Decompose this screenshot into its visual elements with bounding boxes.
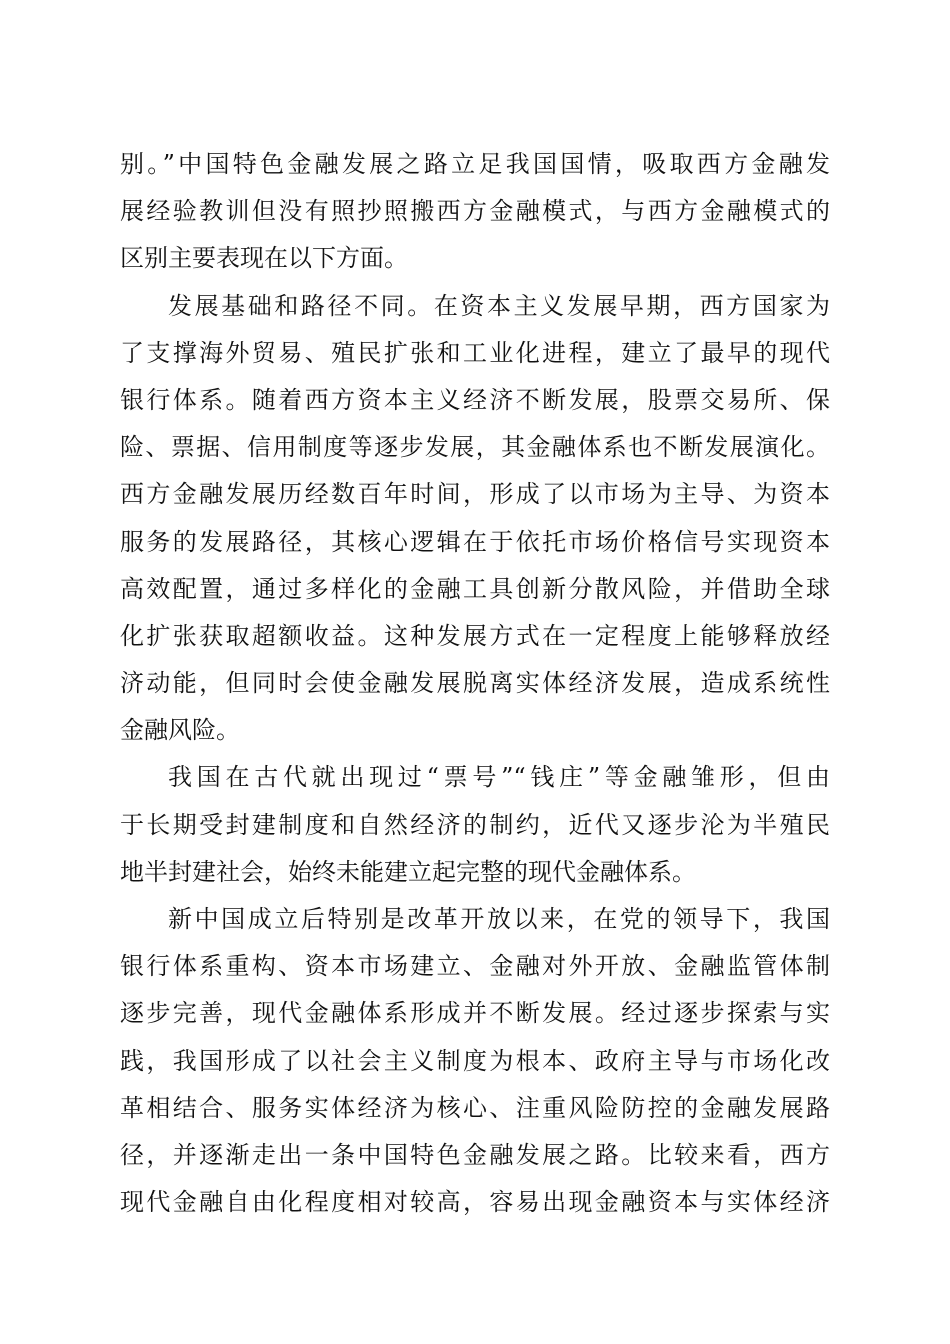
text-line-3: 区别主要表现在以下方面。 (120, 244, 408, 273)
text-line-5: 了支撑海外贸易、殖民扩张和工业化进程，建立了最早的现代 (120, 338, 830, 367)
body-text (120, 141, 830, 1226)
text-line-19: 逐步完善，现代金融体系形成并不断发展。经过逐步探索与实 (120, 999, 830, 1028)
text-line-2: 展经验教训但没有照抄照搬西方金融模式，与西方金融模式的 (120, 197, 830, 226)
text-line-8: 西方金融发展历经数百年时间，形成了以市场为主导、为资本 (120, 480, 830, 509)
text-line-23: 现代金融自由化程度相对较高，容易出现金融资本与实体经济 (120, 1188, 830, 1217)
text-line-16: 地半封建社会，始终未能建立起完整的现代金融体系。 (120, 857, 696, 886)
text-line-17: 新中国成立后特别是改革开放以来，在党的领导下，我国 (168, 905, 830, 933)
text-line-7: 险、票据、信用制度等逐步发展，其金融体系也不断发展演化。 (120, 433, 830, 462)
text-line-1: 别。”中国特色金融发展之路立足我国国情，吸取西方金融发 (120, 150, 830, 178)
text-line-18: 银行体系重构、资本市场建立、金融对外开放、金融监管体制 (120, 952, 830, 981)
text-line-14: 我国在古代就出现过“票号”“钱庄”等金融雏形，但由 (168, 763, 830, 792)
text-line-9: 服务的发展路径，其核心逻辑在于依托市场价格信号实现资本 (120, 527, 830, 556)
text-line-21: 革相结合、服务实体经济为核心、注重风险防控的金融发展路 (120, 1093, 830, 1122)
text-line-20: 践，我国形成了以社会主义制度为根本、政府主导与市场化改 (120, 1046, 830, 1075)
text-line-22: 径，并逐渐走出一条中国特色金融发展之路。比较来看，西方 (120, 1140, 830, 1169)
text-line-15: 于长期受封建制度和自然经济的制约，近代又逐步沦为半殖民 (120, 810, 830, 839)
text-line-11: 化扩张获取超额收益。这种发展方式在一定程度上能够释放经 (120, 621, 830, 650)
text-line-10: 高效配置，通过多样化的金融工具创新分散风险，并借助全球 (120, 574, 830, 603)
text-line-12: 济动能，但同时会使金融发展脱离实体经济发展，造成系统性 (120, 669, 830, 698)
text-line-13: 金融风险。 (120, 716, 240, 745)
text-line-4: 发展基础和路径不同。在资本主义发展早期，西方国家为 (168, 291, 830, 320)
text-line-6: 银行体系。随着西方资本主义经济不断发展，股票交易所、保 (120, 385, 830, 414)
